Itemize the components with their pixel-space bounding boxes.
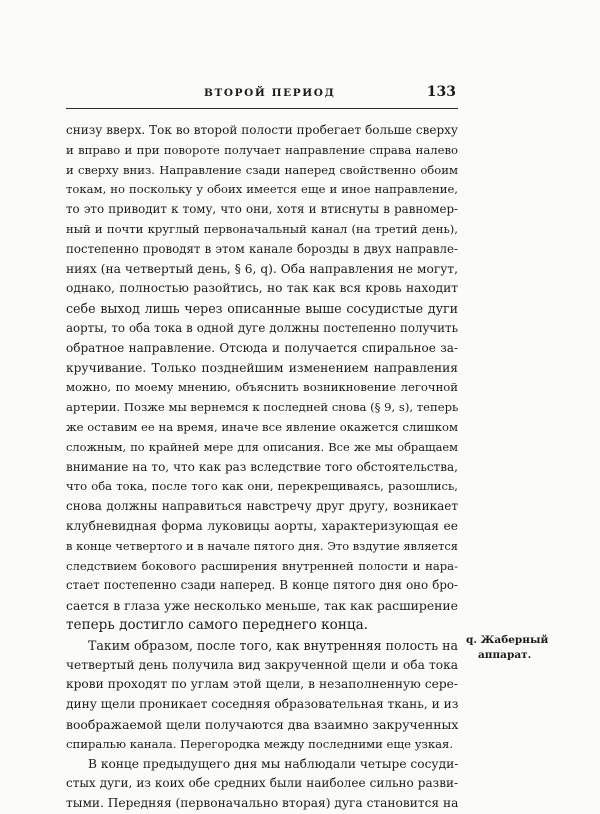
text-line: тыми. Передняя (первоначально вторая) дуга становится на (66, 796, 459, 811)
text-line: сается в глаза уже несколько меньше, так как расширение (66, 598, 459, 614)
text-line: В конце предыдущего дня мы наблюдали четыре сосуди- (88, 756, 459, 771)
text-line: однако, полностью разойтись, но так как вся кровь находит (66, 281, 458, 296)
text-line: и вправо и при повороте получает направление справа налево (66, 142, 458, 157)
text-line: можно, по моему мнению, объяснить возникновение легочной (66, 380, 458, 395)
text-line: клубневидная форма луковицы аорты, характеризующая ее (66, 518, 458, 533)
text-line: четвертый день получила вид закрученной щели и оба тока (66, 657, 458, 672)
text-line: то это приводит к тому, что они, хотя и втиснуты в равномер- (66, 202, 458, 217)
text-line: снизу вверх. Ток во второй полости пробегает больше сверху (66, 123, 458, 137)
header-rule (66, 108, 458, 109)
text-line: кручивание. Только позднейшим изменением направления (66, 360, 458, 375)
text-line: стых дуги, из коих обе средних были наиболее сильно разви- (66, 776, 458, 791)
text-line: и сверху вниз. Направление сзади наперед свойственно обоим (66, 162, 458, 177)
text-line: что оба тока, после того как они, перекрещиваясь, разошлись, (66, 479, 458, 494)
text-line: обратное направление. Отсюда и получается спиральное за- (66, 340, 458, 355)
text-line: токам, но поскольку у обоих имеется еще и иное направление, (66, 182, 458, 197)
margin-note-label: q. (466, 634, 477, 646)
text-line: постепенно проводят в этом канале борозды в двух направле- (66, 241, 458, 256)
text-line: крови проходят по углам этой щели, в незаполненную сере- (66, 677, 458, 692)
running-title: ВТОРОЙ ПЕРИОД (204, 87, 336, 99)
text-line: в конце четвертого и в начале пятого дня. Это вздутие является (66, 538, 458, 553)
text-line: аорты, то оба тока в одной дуге должны постепенно получить (66, 320, 458, 335)
text-line: Таким образом, после того, как внутренняя полость на (88, 637, 458, 653)
text-line: стает постепенно сзади наперед. В конце пятого дня оно бро- (66, 578, 458, 593)
page-header (66, 84, 458, 106)
page-number: 133 (426, 84, 456, 100)
text-line: снова должны направиться навстречу друг другу, возникает (66, 499, 458, 514)
margin-note-line1: Жаберный (480, 634, 549, 646)
text-line: артерии. Позже мы вернемся к последней снова (§ 9, s), теперь (66, 400, 459, 415)
text-line: ниях (на четвертый день, § 6, q). Оба направления не могут, (66, 261, 458, 276)
text-line: следствием бокового расширения внутренней полости и нара- (66, 558, 458, 573)
text-line: спиралью канала. Перегородка между последними еще узкая. (66, 736, 454, 751)
body-text (66, 121, 458, 814)
margin-note (466, 633, 576, 663)
text-line: внимание на то, что как раз вследствие того обстоятельства, (66, 459, 458, 474)
text-line: дину щели проникает соседняя образовательная ткань, и из (66, 697, 459, 712)
margin-note-line2: аппарат. (478, 649, 532, 661)
text-line: теперь достигло самого переднего конца. (66, 616, 369, 633)
text-line: сложным, по крайней мере для описания. Все же мы обращаем (66, 439, 458, 454)
text-line: ный и почти круглый первоначальный канал (на третий день), (66, 221, 458, 236)
text-line: же оставим ее на время, иначе все явление окажется слишком (66, 419, 458, 434)
text-line: воображаемой щели получаются два взаимно закрученных (66, 716, 459, 732)
text-line: себе выход лишь через описанные выше сосудистые дуги (66, 301, 458, 317)
